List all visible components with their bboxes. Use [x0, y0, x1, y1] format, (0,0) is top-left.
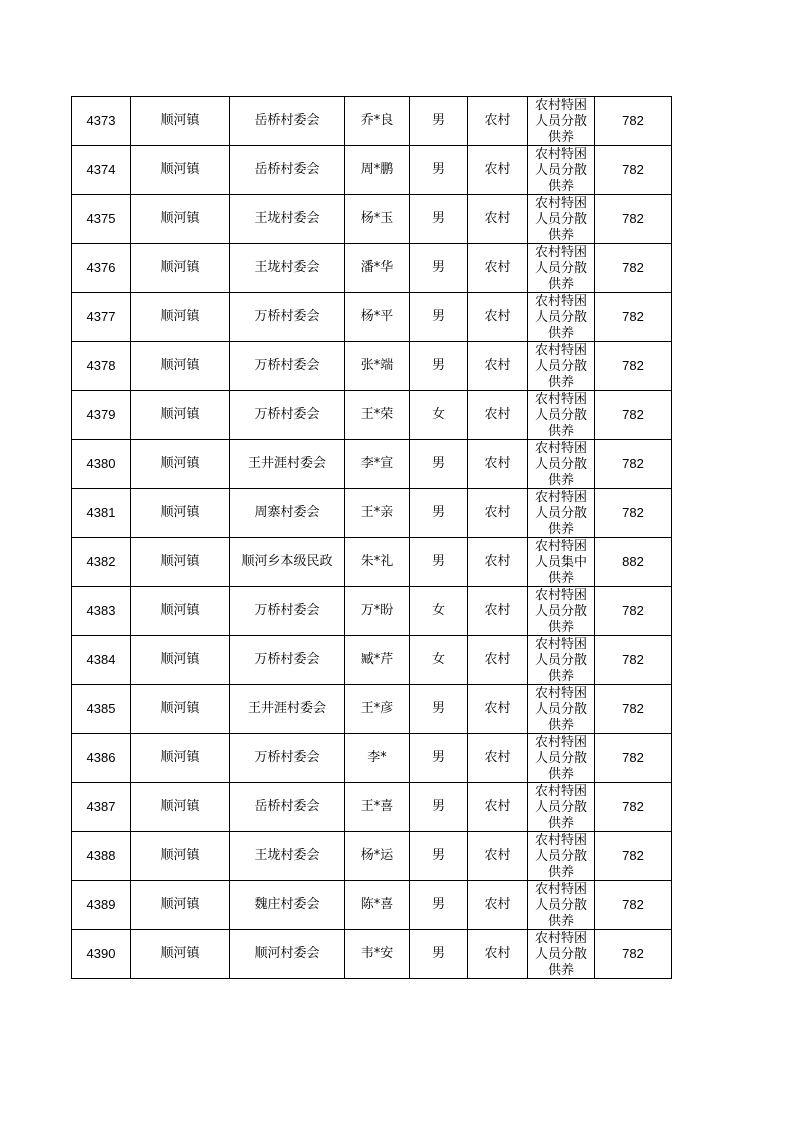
support-category-cell: [528, 685, 595, 734]
gender-cell: 男: [410, 685, 468, 734]
record-id-cell: 4386: [72, 734, 131, 783]
gender-cell: 男: [410, 342, 468, 391]
area-type-cell: 农村: [468, 489, 528, 538]
area-type-cell: 农村: [468, 146, 528, 195]
area-type-cell: 农村: [468, 391, 528, 440]
gender-cell: 男: [410, 195, 468, 244]
person-name-cell: 李*宣: [345, 440, 410, 489]
village-committee-cell: 万桥村委会: [230, 734, 345, 783]
village-committee-cell: 王井涯村委会: [230, 685, 345, 734]
support-category-text: 农村特困人员分散供养: [535, 343, 587, 390]
person-name-cell: 王*亲: [345, 489, 410, 538]
assistance-table: [71, 96, 672, 979]
record-id-cell: 4385: [72, 685, 131, 734]
support-category-cell: [528, 195, 595, 244]
record-id-cell: 4381: [72, 489, 131, 538]
gender-cell: 男: [410, 440, 468, 489]
town-cell: 顺河镇: [131, 734, 230, 783]
support-category-text: 农村特困人员分散供养: [535, 588, 587, 635]
support-category-cell: [528, 538, 595, 587]
town-cell: 顺河镇: [131, 489, 230, 538]
area-type-cell: 农村: [468, 293, 528, 342]
gender-cell: 男: [410, 881, 468, 930]
record-id-cell: 4389: [72, 881, 131, 930]
support-category-text: 农村特困人员分散供养: [535, 686, 587, 733]
support-category-cell: [528, 734, 595, 783]
amount-cell: 782: [595, 489, 672, 538]
village-committee-cell: 万桥村委会: [230, 391, 345, 440]
support-category-text: 农村特困人员分散供养: [535, 931, 587, 978]
person-name-cell: 韦*安: [345, 930, 410, 979]
area-type-cell: 农村: [468, 685, 528, 734]
town-cell: 顺河镇: [131, 832, 230, 881]
village-committee-cell: 顺河乡本级民政: [230, 538, 345, 587]
table-row: [72, 293, 672, 342]
gender-cell: 女: [410, 391, 468, 440]
area-type-cell: 农村: [468, 538, 528, 587]
record-id-cell: 4375: [72, 195, 131, 244]
table-row: [72, 734, 672, 783]
gender-cell: 男: [410, 489, 468, 538]
town-cell: 顺河镇: [131, 293, 230, 342]
support-category-text: 农村特困人员分散供养: [535, 833, 587, 880]
town-cell: 顺河镇: [131, 881, 230, 930]
person-name-cell: 朱*礼: [345, 538, 410, 587]
town-cell: 顺河镇: [131, 930, 230, 979]
town-cell: 顺河镇: [131, 685, 230, 734]
village-committee-cell: 岳桥村委会: [230, 146, 345, 195]
gender-cell: 男: [410, 244, 468, 293]
record-id-cell: 4378: [72, 342, 131, 391]
amount-cell: 782: [595, 391, 672, 440]
support-category-cell: [528, 587, 595, 636]
village-committee-cell: 王垅村委会: [230, 832, 345, 881]
area-type-cell: 农村: [468, 930, 528, 979]
town-cell: 顺河镇: [131, 440, 230, 489]
table-row: [72, 930, 672, 979]
person-name-cell: 周*鹏: [345, 146, 410, 195]
table-row: [72, 391, 672, 440]
support-category-cell: [528, 783, 595, 832]
support-category-text: 农村特困人员分散供养: [535, 98, 587, 145]
gender-cell: 女: [410, 587, 468, 636]
amount-cell: 782: [595, 146, 672, 195]
gender-cell: 男: [410, 783, 468, 832]
table-row: [72, 489, 672, 538]
village-committee-cell: 岳桥村委会: [230, 783, 345, 832]
town-cell: 顺河镇: [131, 636, 230, 685]
amount-cell: 782: [595, 97, 672, 146]
village-committee-cell: 周寨村委会: [230, 489, 345, 538]
gender-cell: 男: [410, 734, 468, 783]
support-category-text: 农村特困人员分散供养: [535, 392, 587, 439]
table-row: [72, 244, 672, 293]
person-name-cell: 王*荣: [345, 391, 410, 440]
area-type-cell: 农村: [468, 342, 528, 391]
area-type-cell: 农村: [468, 881, 528, 930]
area-type-cell: 农村: [468, 440, 528, 489]
gender-cell: 男: [410, 97, 468, 146]
support-category-text: 农村特困人员分散供养: [535, 294, 587, 341]
person-name-cell: 陈*喜: [345, 881, 410, 930]
town-cell: 顺河镇: [131, 195, 230, 244]
gender-cell: 男: [410, 293, 468, 342]
area-type-cell: 农村: [468, 97, 528, 146]
town-cell: 顺河镇: [131, 391, 230, 440]
support-category-text: 农村特困人员分散供养: [535, 196, 587, 243]
support-category-cell: [528, 146, 595, 195]
amount-cell: 782: [595, 783, 672, 832]
table-row: [72, 97, 672, 146]
person-name-cell: 王*喜: [345, 783, 410, 832]
record-id-cell: 4380: [72, 440, 131, 489]
support-category-cell: [528, 342, 595, 391]
support-category-cell: [528, 244, 595, 293]
support-category-text: 农村特困人员分散供养: [535, 245, 587, 292]
person-name-cell: 潘*华: [345, 244, 410, 293]
town-cell: 顺河镇: [131, 244, 230, 293]
support-category-text: 农村特困人员分散供养: [535, 637, 587, 684]
amount-cell: 882: [595, 538, 672, 587]
town-cell: 顺河镇: [131, 587, 230, 636]
support-category-cell: [528, 832, 595, 881]
village-committee-cell: 王井涯村委会: [230, 440, 345, 489]
area-type-cell: 农村: [468, 244, 528, 293]
gender-cell: 男: [410, 146, 468, 195]
village-committee-cell: 岳桥村委会: [230, 97, 345, 146]
record-id-cell: 4377: [72, 293, 131, 342]
gender-cell: 男: [410, 538, 468, 587]
record-id-cell: 4388: [72, 832, 131, 881]
table-row: [72, 440, 672, 489]
person-name-cell: 李*: [345, 734, 410, 783]
amount-cell: 782: [595, 636, 672, 685]
amount-cell: 782: [595, 195, 672, 244]
town-cell: 顺河镇: [131, 342, 230, 391]
amount-cell: 782: [595, 685, 672, 734]
support-category-cell: [528, 489, 595, 538]
person-name-cell: 杨*运: [345, 832, 410, 881]
village-committee-cell: 万桥村委会: [230, 636, 345, 685]
village-committee-cell: 王垅村委会: [230, 244, 345, 293]
person-name-cell: 乔*良: [345, 97, 410, 146]
support-category-cell: [528, 881, 595, 930]
table-row: [72, 195, 672, 244]
amount-cell: 782: [595, 293, 672, 342]
support-category-cell: [528, 97, 595, 146]
support-category-text: 农村特困人员分散供养: [535, 147, 587, 194]
support-category-text: 农村特困人员分散供养: [535, 882, 587, 929]
support-category-cell: [528, 391, 595, 440]
village-committee-cell: 万桥村委会: [230, 587, 345, 636]
record-id-cell: 4384: [72, 636, 131, 685]
area-type-cell: 农村: [468, 734, 528, 783]
amount-cell: 782: [595, 832, 672, 881]
town-cell: 顺河镇: [131, 538, 230, 587]
support-category-text: 农村特困人员分散供养: [535, 784, 587, 831]
record-id-cell: 4382: [72, 538, 131, 587]
amount-cell: 782: [595, 587, 672, 636]
table-row: [72, 538, 672, 587]
village-committee-cell: 万桥村委会: [230, 342, 345, 391]
support-category-text: 农村特困人员集中供养: [535, 539, 587, 586]
support-category-cell: [528, 636, 595, 685]
table-row: [72, 783, 672, 832]
support-category-cell: [528, 440, 595, 489]
table-row: [72, 342, 672, 391]
record-id-cell: 4390: [72, 930, 131, 979]
amount-cell: 782: [595, 342, 672, 391]
area-type-cell: 农村: [468, 636, 528, 685]
gender-cell: 女: [410, 636, 468, 685]
person-name-cell: 王*彦: [345, 685, 410, 734]
amount-cell: 782: [595, 440, 672, 489]
amount-cell: 782: [595, 930, 672, 979]
record-id-cell: 4376: [72, 244, 131, 293]
town-cell: 顺河镇: [131, 146, 230, 195]
support-category-cell: [528, 930, 595, 979]
person-name-cell: 杨*平: [345, 293, 410, 342]
record-id-cell: 4374: [72, 146, 131, 195]
gender-cell: 男: [410, 930, 468, 979]
table-row: [72, 587, 672, 636]
record-id-cell: 4373: [72, 97, 131, 146]
person-name-cell: 张*端: [345, 342, 410, 391]
town-cell: 顺河镇: [131, 97, 230, 146]
village-committee-cell: 王垅村委会: [230, 195, 345, 244]
village-committee-cell: 万桥村委会: [230, 293, 345, 342]
support-category-text: 农村特困人员分散供养: [535, 735, 587, 782]
person-name-cell: 臧*芹: [345, 636, 410, 685]
person-name-cell: 杨*玉: [345, 195, 410, 244]
amount-cell: 782: [595, 734, 672, 783]
record-id-cell: 4387: [72, 783, 131, 832]
area-type-cell: 农村: [468, 832, 528, 881]
table-body: [72, 97, 672, 979]
area-type-cell: 农村: [468, 587, 528, 636]
village-committee-cell: 魏庄村委会: [230, 881, 345, 930]
area-type-cell: 农村: [468, 783, 528, 832]
gender-cell: 男: [410, 832, 468, 881]
amount-cell: 782: [595, 244, 672, 293]
area-type-cell: 农村: [468, 195, 528, 244]
amount-cell: 782: [595, 881, 672, 930]
table-row: [72, 685, 672, 734]
village-committee-cell: 顺河村委会: [230, 930, 345, 979]
record-id-cell: 4383: [72, 587, 131, 636]
record-id-cell: 4379: [72, 391, 131, 440]
table-row: [72, 636, 672, 685]
table-row: [72, 832, 672, 881]
table-row: [72, 146, 672, 195]
person-name-cell: 万*盼: [345, 587, 410, 636]
support-category-cell: [528, 293, 595, 342]
town-cell: 顺河镇: [131, 783, 230, 832]
support-category-text: 农村特困人员分散供养: [535, 441, 587, 488]
table-row: [72, 881, 672, 930]
support-category-text: 农村特困人员分散供养: [535, 490, 587, 537]
